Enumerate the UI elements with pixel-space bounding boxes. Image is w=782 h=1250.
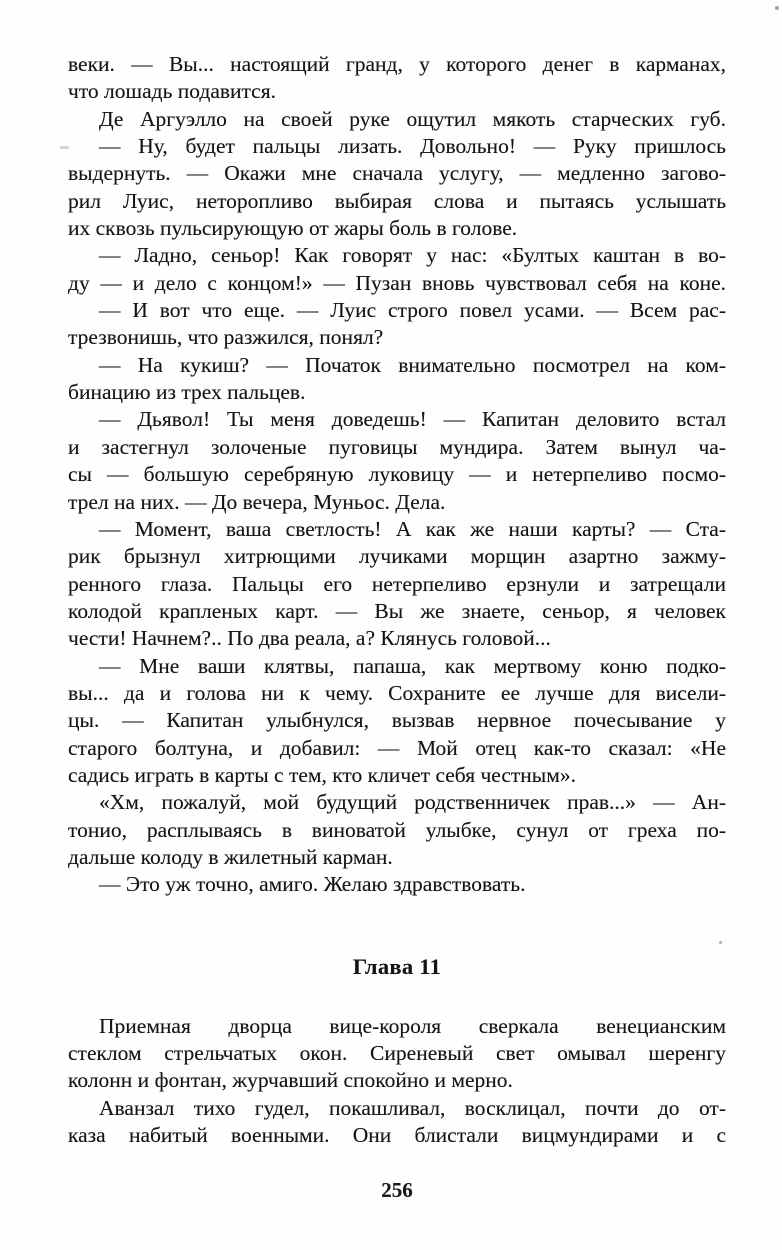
text-line: — Мне ваши клятвы, папаша, как мертвому коню подко- <box>99 653 726 678</box>
text-line: «Хм, пожалуй, мой будущий родственничек прав...» — Ан- <box>99 790 726 815</box>
text-line: трезвонишь, что разжился, понял? <box>68 325 384 350</box>
text-line: веки. — Вы... настоящий гранд, у которого денег в карманах, <box>68 52 726 76</box>
text-line: ду — и дело с концом!» — Пузан вновь чувствовал себя на коне. <box>68 270 726 295</box>
text-line: каза набитый военными. Они блистали вицмундирами и с <box>68 1123 726 1148</box>
text-line: бинацию из трех пальцев. <box>68 380 306 405</box>
text-line: рил Луис, неторопливо выбирая слова и пытаясь услышать <box>68 188 726 213</box>
text-line: — Это уж точно, амиго. Желаю здравствовать. <box>99 872 526 897</box>
text-line: — Момент, ваша светлость! А как же наши карты? — Ста- <box>99 516 726 541</box>
text-line: садись играть в карты с тем, кто кличет себя честным». <box>68 762 576 787</box>
text-line: Де Аргуэлло на своей руке ощутил мякоть старческих губ. <box>99 106 726 131</box>
text-line: — Ну, будет пальцы лизать. Довольно! — Руку пришлось <box>99 134 726 159</box>
text-line: колонн и фонтан, журчавший спокойно и мерно. <box>68 1068 513 1093</box>
text-line: — Дьявол! Ты меня доведешь! — Капитан деловито встал <box>99 407 726 432</box>
scan-speck <box>775 6 779 10</box>
page-text-column <box>68 51 726 1149</box>
text-line: тонио, расплываясь в виноватой улыбке, сунул от греха по- <box>68 817 726 842</box>
text-line: что лошадь подавится. <box>68 79 276 104</box>
text-line: дальше колоду в жилетный карман. <box>68 844 393 869</box>
text-line: Приемная дворца вице-короля сверкала венецианским <box>99 1013 726 1038</box>
page-number: 256 <box>381 1178 413 1202</box>
text-line: — И вот что еще. — Луис строго повел усами. — Всем рас- <box>99 298 726 323</box>
text-line: — Ладно, сеньор! Как говорят у нас: «Бултых каштан в во- <box>99 243 726 268</box>
text-line: их сквозь пульсирующую от жары боль в голове. <box>68 216 518 241</box>
text-line: колодой крапленых карт. — Вы же знаете, сеньор, я человек <box>68 598 726 623</box>
text-line: чести! Начнем?.. По два реала, а? Клянусь головой... <box>68 626 551 651</box>
body-text-after-heading <box>68 1013 726 1150</box>
text-line: и застегнул золоченые пуговицы мундира. Затем вынул ча- <box>68 434 726 459</box>
chapter-heading: Глава 11 <box>352 953 442 979</box>
text-line: выдернуть. — Окажи мне сначала услугу, — медленно загово- <box>68 161 726 186</box>
text-line: сы — большую серебряную луковицу — и нетерпеливо посмо- <box>68 462 726 487</box>
text-line: стеклом стрельчатых окон. Сиреневый свет омывал шеренгу <box>68 1041 726 1065</box>
text-line: — На кукиш? — Початок внимательно посмотрел на ком- <box>99 352 726 377</box>
body-text-before-heading <box>68 51 726 899</box>
text-line: рик брызнул хитрющими лучиками морщин азартно зажму- <box>68 544 726 569</box>
text-line: вы... да и голова ни к чему. Сохраните ее лучше для висели- <box>68 680 726 705</box>
text-line: трел на них. — До вечера, Муньос. Дела. <box>68 489 446 514</box>
text-line: старого болтуна, и добавил: — Мой отец как-то сказал: «Не <box>68 735 726 760</box>
text-line: ренного глаза. Пальцы его нетерпеливо ерзнули и затрещали <box>68 571 726 596</box>
text-line: Аванзал тихо гудел, покашливал, восклицал, почти до от- <box>99 1095 726 1120</box>
text-line: цы. — Капитан улыбнулся, вызвав нервное почесывание у <box>68 708 726 733</box>
